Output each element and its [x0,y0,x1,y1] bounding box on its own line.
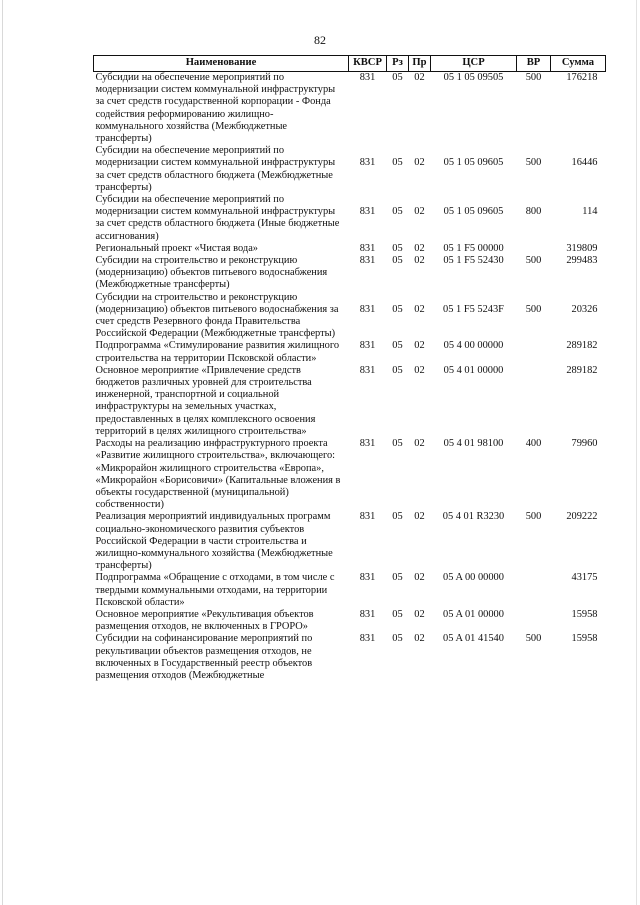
budget-table [93,55,606,682]
cell-kvsr: 831 [359,572,376,584]
cell-pr: 02 [414,72,425,83]
cell-sum: 319809 [566,242,598,254]
cell-pr: 02 [414,206,425,218]
cell-rz: 05 [392,364,403,376]
header-rz: Рз [387,56,409,72]
cell-csr: 05 4 00 00000 [443,340,504,352]
cell-csr: 05 1 F5 52430 [443,255,504,267]
cell-kvsr: 831 [359,511,376,523]
cell-csr: 05 1 F5 00000 [443,242,504,254]
cell-vr: 800 [525,206,542,218]
cell-rz: 05 [392,438,403,450]
cell-csr: 05 1 F5 5243F [443,303,504,315]
table-row [94,255,606,292]
cell-pr: 02 [414,572,425,584]
table-row [94,243,606,255]
cell-vr: 500 [525,157,542,169]
cell-vr: 500 [525,633,542,645]
cell-vr [517,572,551,609]
cell-pr: 02 [414,340,425,352]
cell-kvsr: 831 [359,255,376,267]
table-row [94,633,606,682]
header-kvsr: КВСР [349,56,387,72]
table-header-row [94,56,606,72]
cell-kvsr: 831 [359,364,376,376]
cell-name: Региональный проект «Чистая вода» [95,242,259,254]
cell-pr: 02 [414,255,425,267]
cell-vr: 500 [525,303,542,315]
cell-kvsr: 831 [359,206,376,218]
cell-csr: 05 4 01 R3230 [442,511,505,523]
cell-vr [517,609,551,633]
cell-vr: 400 [525,438,542,450]
cell-pr: 02 [414,157,425,169]
cell-csr: 05 A 00 00000 [443,572,504,584]
cell-csr: 05 1 05 09505 [443,72,504,83]
cell-kvsr: 831 [359,340,376,352]
cell-kvsr: 831 [359,242,376,254]
table-row [94,438,606,511]
cell-rz: 05 [392,255,403,267]
table-row [94,340,606,364]
cell-rz: 05 [392,157,403,169]
cell-kvsr: 831 [359,438,376,450]
cell-sum: 15958 [571,608,598,620]
cell-sum: 299483 [566,255,598,267]
cell-csr: 05 A 01 41540 [443,633,504,645]
cell-sum: 20326 [571,303,598,315]
cell-name: Подпрограмма «Обращение с отходами, в том числе с твердыми коммунальными отходами, на территории Псковской области» [95,572,335,608]
cell-pr: 02 [414,438,425,450]
cell-csr: 05 1 05 09605 [443,206,504,218]
cell-name: Расходы на реализацию инфраструктурного проекта «Развитие жилищного строительства», включающего: «Микрорайон жилищного строительства «Европа», «Микрорайон «Борисовичи» (Капитальные вложения в объекты государственной (муниципальной) собственности) [95,438,341,511]
budget-table-container [93,55,605,682]
cell-kvsr: 831 [359,608,376,620]
cell-rz: 05 [392,206,403,218]
cell-sum: 16446 [571,157,598,169]
cell-name: Субсидии на софинансирование мероприятий по рекультивации объектов размещения отходов, не включенных в Государственный реестр объектов размещения отходов (Межбюджетные [95,633,313,681]
cell-sum: 15958 [571,633,598,645]
cell-name: Основное мероприятие «Привлечение средств бюджетов различных уровней для строительства инженерной, транспортной и социальной инфраструктуры на земельных участках, предоставленных в целях комплексного освоения территорий в целях жилищного строительства» [95,364,316,437]
cell-name: Субсидии на строительство и реконструкцию (модернизацию) объектов питьевого водоснабжения (Межбюджетные трансферты) [95,255,328,291]
cell-rz: 05 [392,633,403,645]
cell-vr [517,243,551,255]
header-sum: Сумма [551,56,606,72]
cell-vr: 500 [525,72,542,83]
table-row [94,609,606,633]
cell-sum: 209222 [566,511,598,523]
cell-pr: 02 [414,511,425,523]
cell-rz: 05 [392,242,403,254]
cell-kvsr: 831 [359,303,376,315]
cell-sum: 289182 [566,340,598,352]
page-number: 82 [314,33,326,47]
cell-kvsr: 831 [359,633,376,645]
cell-sum: 114 [582,206,598,218]
cell-vr: 500 [525,511,542,523]
cell-csr: 05 1 05 09605 [443,157,504,169]
table-row [94,365,606,438]
table-row [94,572,606,609]
cell-rz: 05 [392,572,403,584]
cell-name: Субсидии на обеспечение мероприятий по модернизации систем коммунальной инфраструктуры за счет средств государственной корпорации - Фонда содействия реформированию жилищно-коммунального хозяйства (Межбюджетные трансферты) [95,72,336,145]
cell-pr: 02 [414,364,425,376]
table-row [94,194,606,243]
cell-sum: 176218 [566,72,598,83]
cell-name: Субсидии на обеспечение мероприятий по модернизации систем коммунальной инфраструктуры за счет средств областного бюджета (Межбюджетные трансферты) [95,145,336,193]
scan-edge-right [636,0,637,905]
header-pr: Пр [409,56,431,72]
cell-name: Подпрограмма «Стимулирование развития жилищного строительства на территории Псковской области» [95,340,340,364]
cell-pr: 02 [414,242,425,254]
cell-sum: 43175 [571,572,598,584]
cell-name: Субсидии на строительство и реконструкцию (модернизацию) объектов питьевого водоснабжения за счет средств Резервного фонда Правительства Российской Федерации (Межбюджетные трансферты) [95,291,339,340]
cell-csr: 05 4 01 00000 [443,364,504,376]
table-row [94,72,606,146]
cell-name: Основное мероприятие «Рекультивация объектов размещения отходов, не включенных в ГРОРО» [95,608,314,633]
cell-kvsr: 831 [359,72,376,83]
cell-kvsr: 831 [359,157,376,169]
cell-rz: 05 [392,608,403,620]
cell-vr [517,365,551,438]
cell-pr: 02 [414,633,425,645]
scan-edge-left [2,0,3,905]
cell-pr: 02 [414,608,425,620]
table-row [94,511,606,572]
cell-rz: 05 [392,340,403,352]
table-row [94,292,606,341]
table-row [94,145,606,194]
cell-vr: 500 [525,255,542,267]
cell-rz: 05 [392,303,403,315]
cell-rz: 05 [392,72,403,83]
cell-csr: 05 4 01 98100 [443,438,504,450]
cell-sum: 289182 [566,364,598,376]
cell-name: Реализация мероприятий индивидуальных программ социально-экономического развития субъектов Российской Федерации в части строительства и жилищно-коммунального хозяйства (Межбюджетные трансферты) [95,511,333,572]
header-csr: ЦСР [431,56,517,72]
cell-csr: 05 A 01 00000 [443,608,504,620]
cell-vr [517,340,551,364]
header-name: Наименование [94,56,349,72]
header-vr: ВР [517,56,551,72]
cell-pr: 02 [414,303,425,315]
cell-name: Субсидии на обеспечение мероприятий по модернизации систем коммунальной инфраструктуры за счет средств областного бюджета (Иные бюджетные ассигнования) [95,194,340,242]
cell-rz: 05 [392,511,403,523]
cell-sum: 79960 [571,438,598,450]
